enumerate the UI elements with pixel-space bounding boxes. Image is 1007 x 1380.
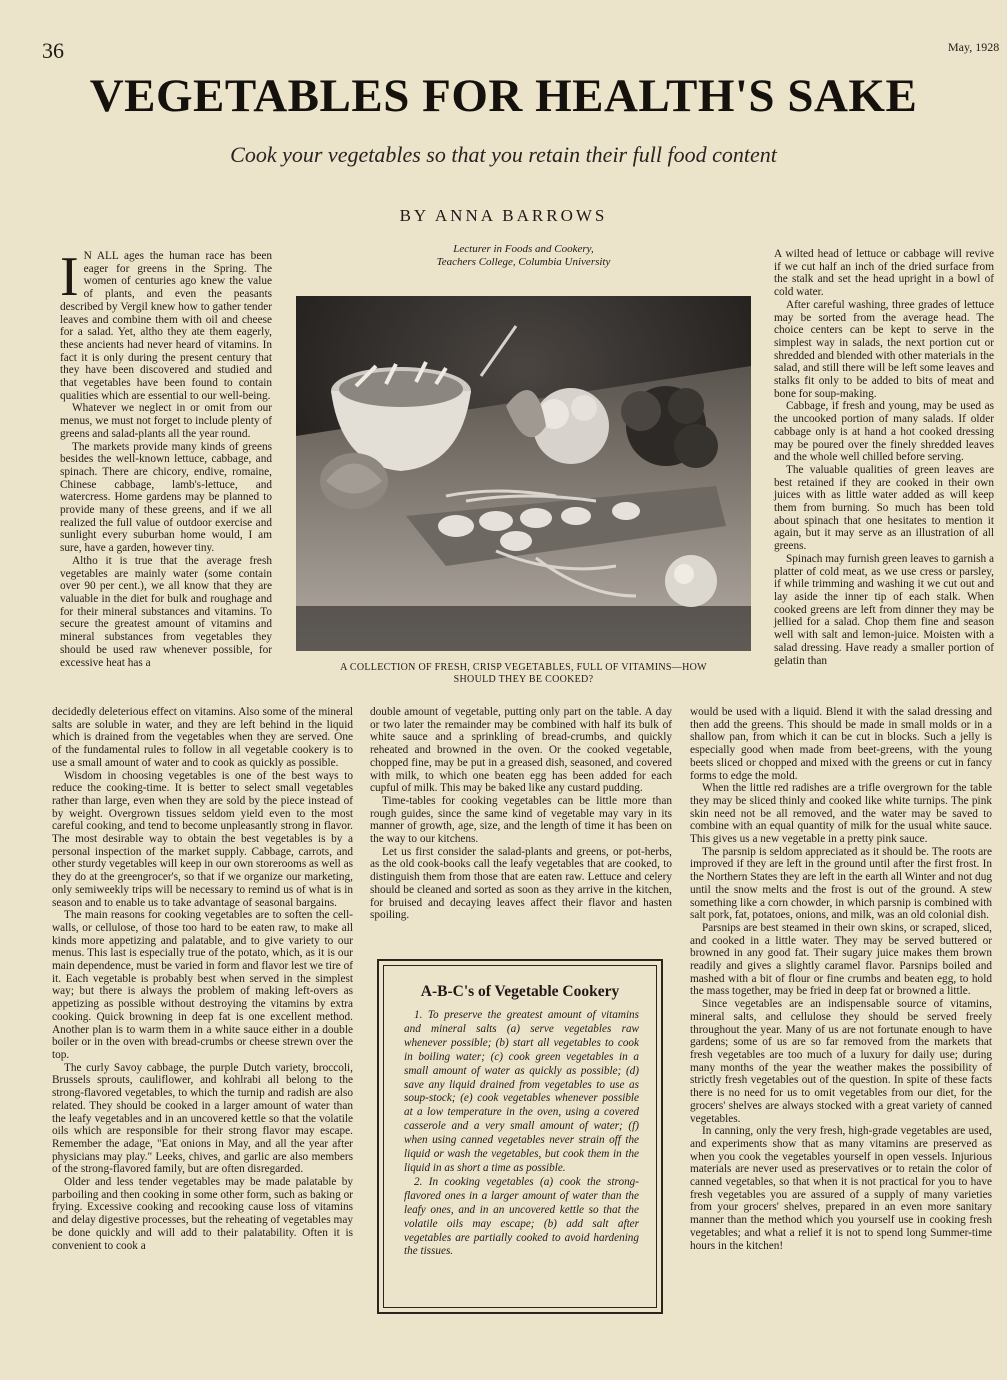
paragraph: Whatever we neglect in or omit from our menus, we must not forget to include plenty of greens and salad-plants all the year round. (60, 402, 272, 440)
paragraph: A wilted head of lettuce or cabbage will revive if we cut half an inch of the dried surface from the stalk and set the head upright in a bowl of cold water. (774, 248, 994, 299)
paragraph: The parsnip is seldom appreciated as it should be. The roots are improved if they are left in the ground until after the first frost. In the Northern States they are left in the earth all Winter and not dug until the snow melts and the frost is out of the ground. A stew something like a corn chowder, in which parsnip is combined with salt pork, fat, potatoes, onions, and milk, was an old colonial dish. (690, 845, 992, 922)
rule-item: 2. In cooking vegetables (a) cook the strong-flavored ones in a larger amount of water than the leafy ones, and in an uncovered kettle so that the volatile oils may escape; (b) add salt after vegetables are partially cooked to avoid hardening the tissues. (404, 1175, 639, 1258)
paragraph: Since vegetables are an indispensable source of vitamins, mineral salts, and cellulose they should be served freely throughout the year. Many of us are not fortunate enough to have gardens; some of us are so far removed from the markets that fresh vegetables are too much of a luxury for daily use; during many months of the year the weather makes the possibility of strictly fresh vegetables out of the question. In spite of these facts there is no need for us to omit vegetables from our diet, for the grocers' shelves are always stocked with a great variety of canned vegetables. (690, 998, 992, 1125)
author-credit (370, 243, 677, 269)
paragraph: The valuable qualities of green leaves are best retained if they are cooked in their own juices with as little water added as will keep them from burning. So much has been told about spinach that one hesitates to mention it again, but it may serve as an illustration of all greens. (774, 463, 994, 553)
middle-column (370, 706, 672, 922)
left-column-top (60, 246, 272, 669)
abc-cookery-box (377, 959, 663, 1314)
left-column-bottom (52, 706, 353, 1252)
right-column-bottom (690, 706, 992, 1252)
issue-date: May, 1928 (948, 40, 1000, 54)
vegetables-illustration (296, 296, 751, 651)
paragraph: The markets provide many kinds of greens besides the well-known lettuce, cabbage, and spinach. There are chicory, endive, romaine, Chinese cabbage, lamb's-lettuce, and watercress. Home gardens may be planned to provide many of these greens, and if we all realized the full value of outdoor exercise and sunlight every suburban home would, I am sure, have a garden, however tiny. (60, 440, 272, 555)
box-text (404, 1009, 639, 1259)
caption-line: A COLLECTION OF FRESH, CRISP VEGETABLES, FULL OF VITAMINS—HOW (340, 662, 707, 673)
paragraph: Time-tables for cooking vegetables can be little more than rough guides, since the same kind of vegetable may vary in its manner of growth, age, size, and the length of time it has been on the way to our kitchens. (370, 794, 672, 846)
paragraph: double amount of vegetable, putting only part on the table. A day or two later the remainder may be combined with half its bulk of white sauce and a sprinkling of bread-crumbs, and quickly reheated and browned in the oven. Or the cooked vegetable, chopped fine, may be put in a greased dish, seasoned, and covered with milk, to which one beaten egg has been added for each cupful of milk. This may be baked like any custard pudding. (370, 706, 672, 795)
paragraph: Spinach may furnish green leaves to garnish a platter of cold meat, as we use cress or parsley, if while trimming and washing it we cut out and lay aside the inner tip of each stalk. When cooked greens are left from dinner they may be jellied for a salad. Chop them fine and season well with salt and lemon-juice. Moisten with a salad dressing. Have ready a smaller portion of gelatin than (774, 552, 994, 667)
author-byline: BY ANNA BARROWS (399, 206, 608, 225)
paragraph: The curly Savoy cabbage, the purple Dutch variety, broccoli, Brussels sprouts, cauliflower, and kohlrabi all belong to the strong-flavored vegetables, to which the turnip and radish are also related. They should be cooked in a larger amount of water than the leafy vegetables and in an uncovered kettle so that the volatile oils which are responsible for their strong flavor may escape. Remember the adage, "Eat onions in May, and all the year after physicians may play." Leeks, chives, and garlic are also members of the strong-flavored family, but are often disregarded. (52, 1061, 353, 1176)
vegetables-photo (296, 296, 751, 651)
paragraph: would be used with a liquid. Blend it with the salad dressing and then add the greens. This should be made in small molds or in a shallow pan, from which it can be cut in blocks. Such a jelly is especially good when made from beet-greens, with the young beets sliced or chopped and mixed with the greens or cut in fancy forms to edge the mold. (690, 706, 992, 782)
paragraph: In canning, only the very fresh, high-grade vegetables are used, and experiments show that as many vitamins are preserved as when you cook the vegetables yourself in open vessels. Injurious materials are never used as preservatives or to retain the color of canned vegetables, so that when it is not practical for you to have fresh vegetables you are assured of a supply of many varieties from your grocers' shelves, prepared in an even more sanitary manner than the method which you yourself use in cooking fresh vegetables; and what a relief it is not to spend long Summer-time hours in the kitchen! (690, 1125, 992, 1252)
page-number: 36 (42, 38, 64, 63)
credit-line: Teachers College, Columbia University (436, 256, 611, 268)
paragraph: Cabbage, if fresh and young, may be used as the uncooked portion of many salads. If older cabbage only is at hand a hot cooked dressing may be poured over the finely shredded leaves and the whole well chilled before serving. (774, 400, 994, 464)
paragraph: Parsnips are best steamed in their own skins, or scraped, sliced, and cooked in a little water. They may be served buttered or browned in any good fat. Their sugary juice makes them brown readily and gives a slightly caramel flavor. Parsnips boiled and mashed with a bit of flour or fine crumbs and beaten egg, to hold the mass together, may be fried in deep fat or browned a little. (690, 921, 992, 998)
paragraph: Let us first consider the salad-plants and greens, or pot-herbs, as the old cook-books call the leafy vegetables that are cooked, to distinguish them from those that are eaten raw. Lettuce and celery should be cleaned and sorted as soon as they arrive in the kitchen, for bruised and decaying leaves affect their flavor and hasten spoiling. (370, 845, 672, 922)
paragraph: The main reasons for cooking vegetables are to soften the cell-walls, or cellulose, of those too hard to be eaten raw, to make all kinds more appetizing and palatable, and to give variety to our menus. This last is especially true of the potato, which, as it is our main dependence, must be varied in form and flavor lest we tire of it. Each vegetable is probably best when served in the simplest way; but there is always the problem of making left-overs as appetizing as possible without destroying the vitamins by extra cooking. Quick browning in deep fat is one excellent method. Another plan is to warm them in a white sauce either in a double boiler or in the oven with bread-crumbs or cheese strewn over the top. (52, 909, 353, 1061)
paragraph (60, 246, 272, 402)
paragraph: decidedly deleterious effect on vitamins. Also some of the mineral salts are soluble in water, and they are left behind in the liquid which is drained from the vegetables when they are served. One of the fundamental rules to follow in all vegetable cookery is to use a small amount of water and to cook as quickly as possible. (52, 706, 353, 769)
caption-line: SHOULD THEY BE COOKED? (453, 674, 594, 685)
paragraph: After careful washing, three grades of lettuce may be sorted from the average head. The choice centers can be kept to serve in the simplest way in salads, the next portion cut or shredded and blended with other materials in the salad, and still there will be left some leaves and stalks fit only to be added to bits of meat and bone for soup-making. (774, 298, 994, 400)
paragraph: Older and less tender vegetables may be made palatable by parboiling and then cooking in some other form, such as baking or frying. Excessive cooking and recooking cause loss of vitamins and delay digestive processes, but the reheating of vegetables may be done quickly and will add to their palatability. Often it is convenient to cook a (52, 1176, 353, 1252)
paragraph: Wisdom in choosing vegetables is one of the best ways to reduce the cooking-time. It is better to select small vegetables rather than large, even when they are sold by the piece instead of by weight. Overgrown tissues seldom yield even to the most careful cooking, and tend to become unpleasantly strong in flavor. The most desirable way to obtain the best vegetables is by a personal inspection of the market supply. Cabbage, carrots, and other sturdy vegetables will keep in our own storerooms as well as they do at the greengrocer's, so that if we organize our marketing, only semiweekly trips will be necessary to remind us of what is in season and to enable us to take advantage of seasonal bargains. (52, 769, 353, 909)
paragraph: Altho it is true that the average fresh vegetables are mainly water (some contain over 90 per cent.), we all know that they are valuable in the diet for bulk and roughage and for their mineral substances and vitamins. To secure the greatest amount of vitamins and mineral substances from vegetables they should be used raw whenever possible, for excessive heat has a (60, 554, 272, 669)
drop-cap: I (60, 246, 79, 308)
paragraph: When the little red radishes are a trifle overgrown for the table they may be sliced thinly and cooked like white turnips. The pink skin need not be all removed, and the water may be saved to combine with an equal quantity of milk for the usual white sauce. This gives us a new vegetable in a pretty pink sauce. (690, 782, 992, 846)
credit-line: Lecturer in Foods and Cookery, (453, 243, 594, 255)
box-title: A-B-C's of Vegetable Cookery (420, 983, 620, 1000)
photo-caption (300, 662, 747, 686)
article-title: VEGETABLES FOR HEALTH'S SAKE (89, 70, 918, 122)
paragraph-text: N ALL ages the human race has been eager for greens in the Spring. The women of centuries ago knew the value of plants, and even the peasants described by Vergil knew how to gather tender leaves and combine them with oil and cheese for a salad. Yet, altho they ate them eagerly, these ancients had never heard of vitamins. In fact it is only during the present century that they have been discovered and studied and that vegetables have been found to contain qualities which are essential to our well-being. (60, 250, 272, 402)
right-column-top (774, 248, 994, 667)
article-subtitle: Cook your vegetables so that you retain their full food content (230, 142, 777, 167)
rule-item: 1. To preserve the greatest amount of vitamins and mineral salts (a) serve vegetables raw whenever possible; (b) start all vegetables to cook in boiling water; (c) cook green vegetables in a small amount of water as quickly as possible; (d) save any liquid drained from vegetables to use as soup-stock; (e) cook vegetables whenever possible at a low temperature in the oven, using a covered casserole and a very small amount of water; (f) when using canned vegetables never strain off the liquid or wash the vegetables, but cook them in the liquid in as short a time as possible. (404, 1009, 639, 1174)
